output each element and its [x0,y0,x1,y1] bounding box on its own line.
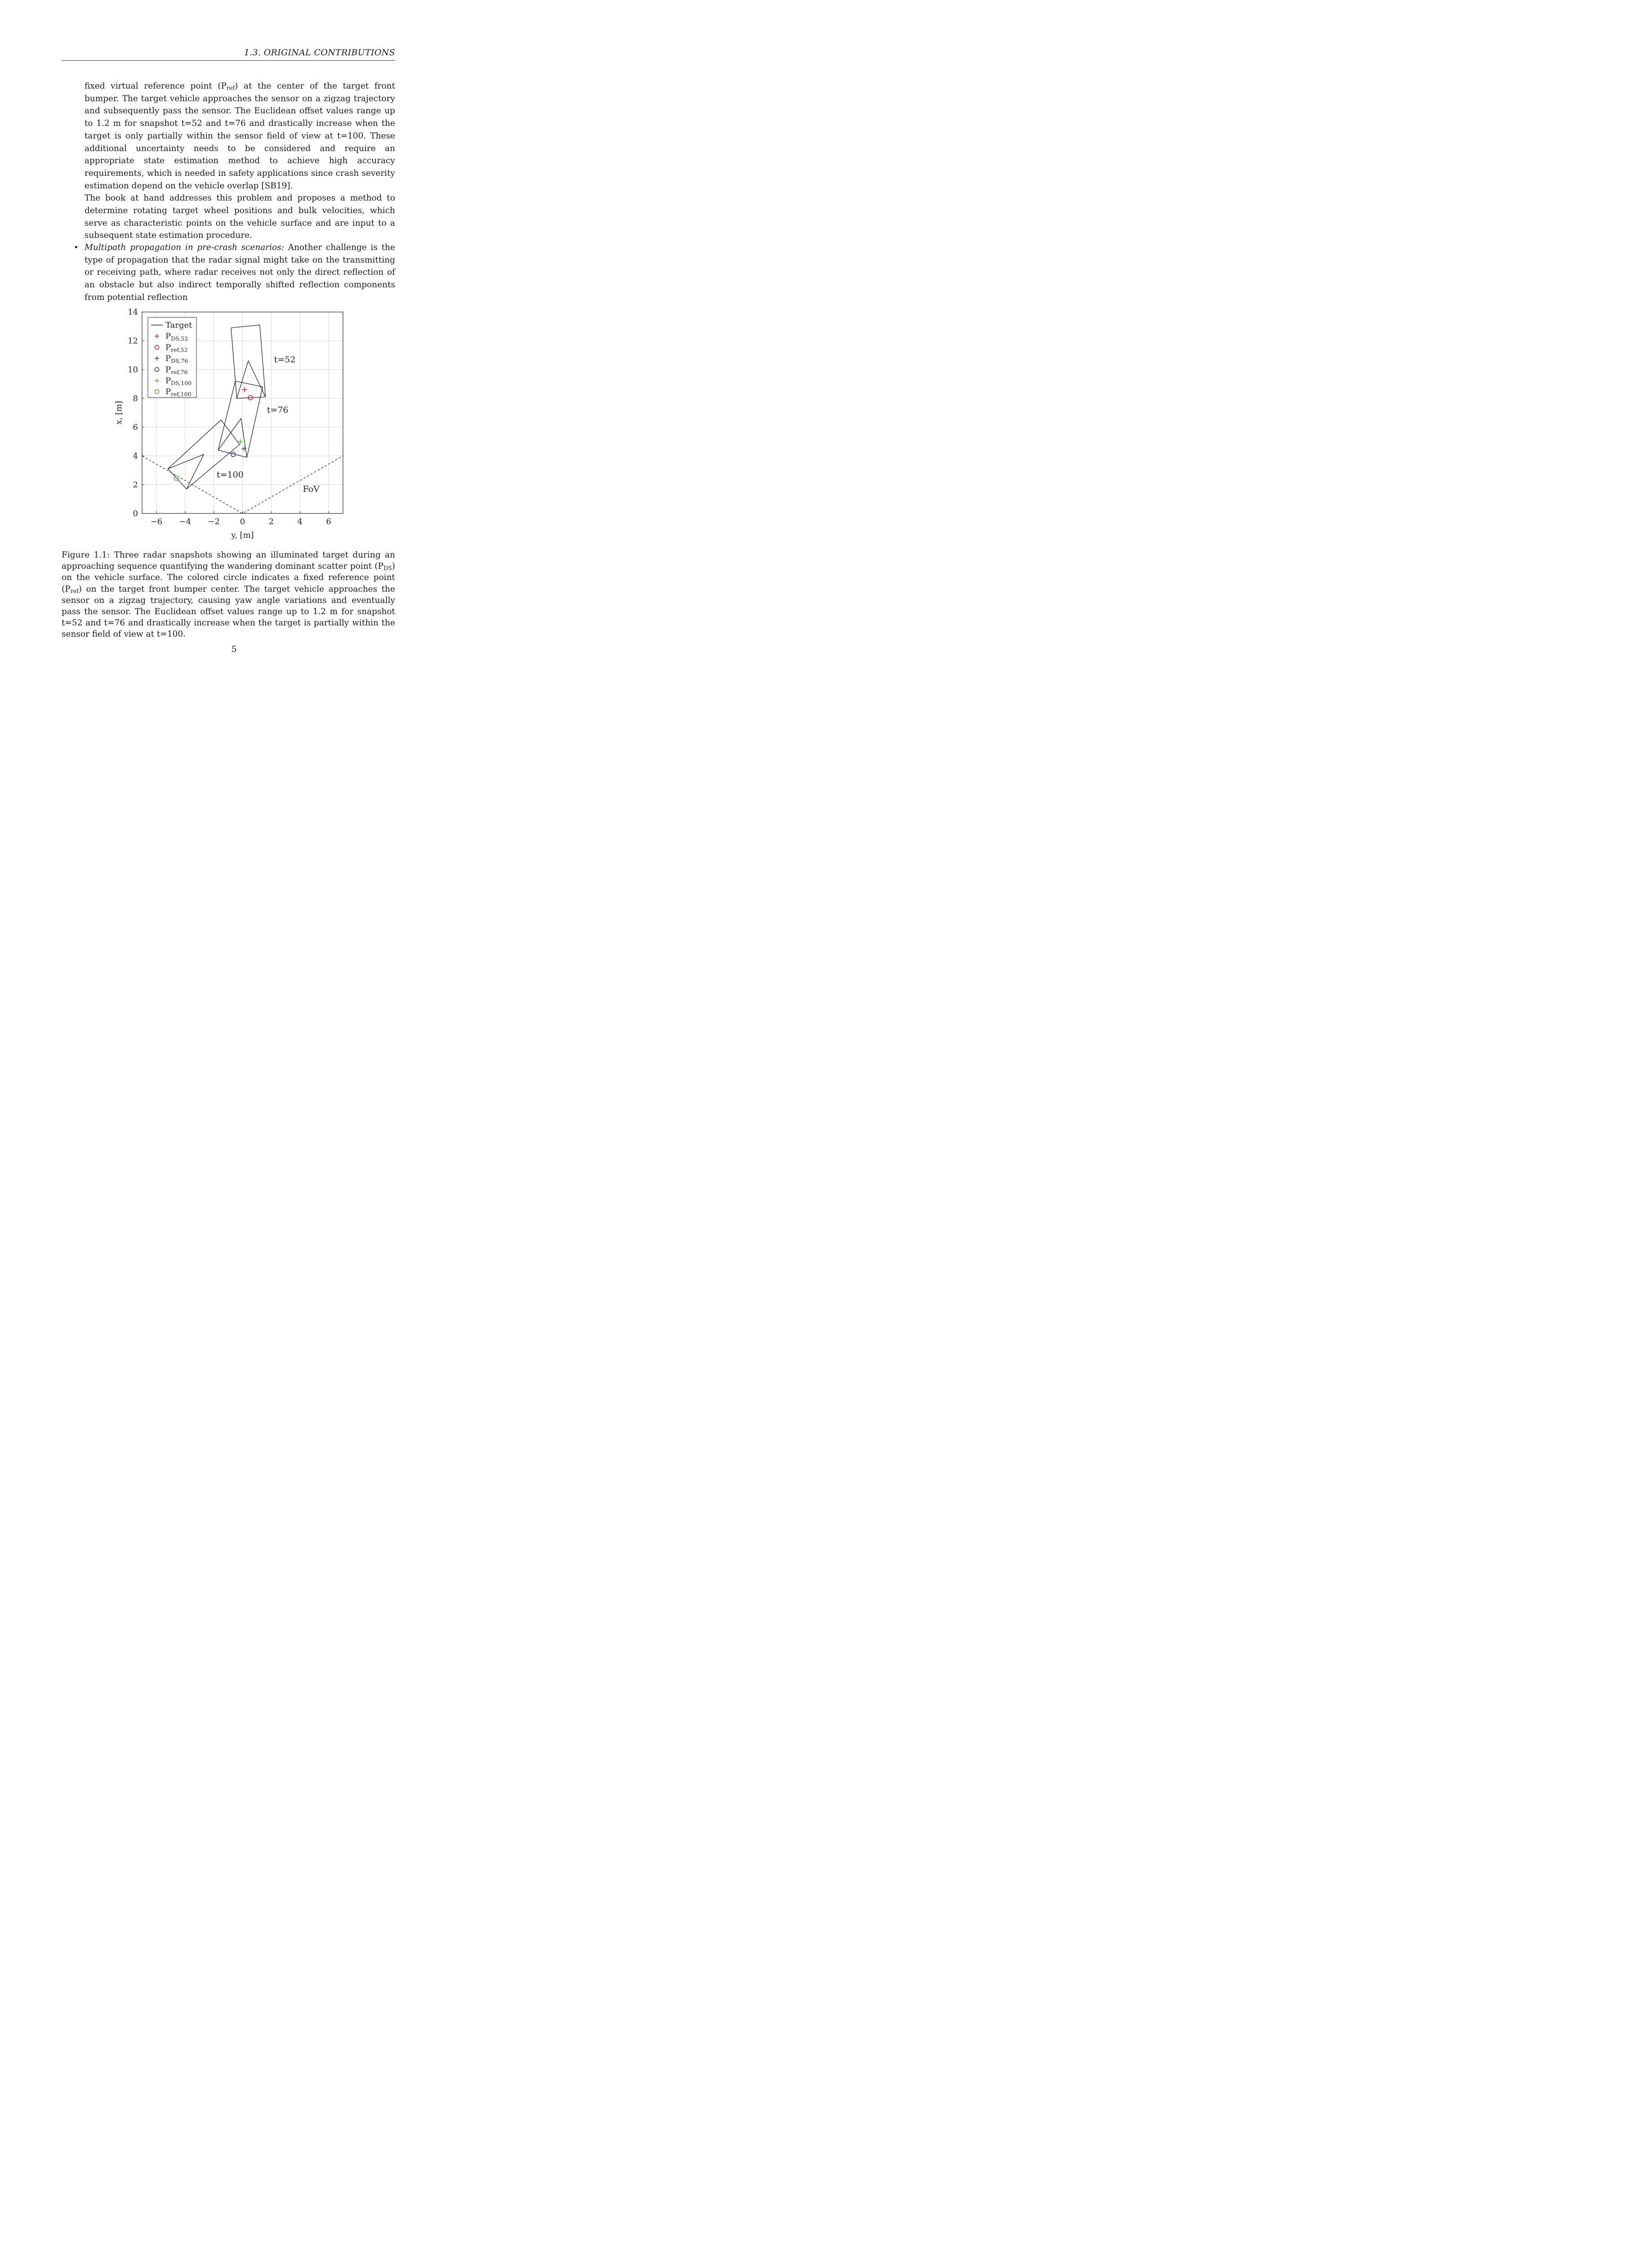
y-tick-label: 0 [133,509,138,518]
figure-radar-snapshots [108,306,351,542]
chart-annotation: t=52 [274,355,296,365]
x-tick-label: 4 [297,517,303,526]
chart-annotation: FoV [303,484,320,494]
legend-label-subscript: DS,100 [171,379,192,387]
legend-label-main: P [165,331,171,341]
paragraph-body [85,80,395,242]
legend-label-main: P [165,365,171,375]
x-tick-label: −4 [179,517,191,526]
subscript: DS [383,565,392,572]
x-tick-label: 6 [326,517,331,526]
caption-text: ) on the vehicle surface. The colored circle indicates a fixed reference point (P [62,562,395,594]
paragraph-text: The book at hand addresses this problem and proposes a method to determine rotating target wheel positions and bulk velocities, which serve as characteristic points on the vehicle surface and are input to a subsequent state estimation procedure. [85,193,395,241]
caption-text: ) on the target front bumper center. The target vehicle approaches the sensor on a zigzag trajectory, causing yaw angle variations and eventually pass the sensor. The Euclidean offset values range up to 1.2 m for snapshot t=52 and t=76 and drastically increase when the target is partially within the sensor field of view at t=100. [62,584,395,639]
legend-label-subscript: ref,76 [171,368,188,375]
y-tick-label: 10 [128,365,138,375]
legend-label-main: P [165,343,171,352]
target-heading-marker [168,455,204,489]
y-tick-label: 12 [128,336,138,346]
page-number: 5 [231,644,237,654]
legend-label-subscript: ref,52 [171,346,188,353]
legend-label-main: P [165,387,171,397]
bullet-item [74,241,395,304]
x-tick-label: 0 [240,517,245,526]
y-tick-label: 14 [128,308,138,317]
y-tick-label: 4 [133,451,138,461]
bullet-title: Multipath propagation in pre-crash scenarios: [85,243,284,252]
legend-label-main: P [165,354,171,364]
x-axis-label: y, [m] [231,531,254,540]
x-tick-label: −6 [150,517,163,526]
subscript: ref [70,587,79,594]
chart-svg [108,306,351,542]
running-header [62,48,395,61]
legend-label-main: P [165,376,171,386]
y-axis-label: x, [m] [114,401,124,425]
legend-label-subscript: DS,52 [171,335,188,342]
paragraph-text: fixed virtual reference point (P [85,81,227,91]
caption-text: Figure 1.1: Three radar snapshots showing an illuminated target during an approaching sequence quantifying the wandering dominant scatter point (P [62,550,395,571]
chart-annotation: t=100 [217,470,244,480]
legend-label-subscript: ref,100 [171,391,191,398]
bullet-text: Another challenge is the type of propagation that the radar signal might take on the transmitting or receiving path, where radar receives not only the direct reflection of an obstacle but also indirect temporally shifted reflection components from potential reflection [85,243,395,302]
x-tick-label: −2 [208,517,220,526]
bullet-marker: • [74,243,79,252]
x-tick-label: 2 [268,517,274,526]
paragraph-text: ) at the center of the target front bumper. The target vehicle approaches the sensor on a zigzag trajectory and subsequently pass the sensor. The Euclidean offset values range up to 1.2 m for snapshot t=52 and t=76 and drastically increase when the target is only partially within the sensor field of view at t=100. These additional uncertainty needs to be considered and require an appropriate state estimation method to achieve high accuracy requirements, which is needed in safety applications since crash severity estimation depend on the vehicle overlap [SB19]. [85,81,396,191]
legend-label-main: Target [165,321,192,330]
section-title: 1.3. ORIGINAL CONTRIBUTIONS [244,48,395,58]
y-tick-label: 6 [133,423,138,432]
subscript: ref [227,85,235,92]
legend-label [165,321,192,330]
legend-label-subscript: DS,76 [171,357,188,365]
legend [148,317,196,397]
y-tick-label: 8 [133,394,138,403]
y-tick-label: 2 [133,480,138,490]
data-point [242,387,247,392]
chart-annotation: t=76 [267,405,289,415]
figure-caption [62,549,395,640]
